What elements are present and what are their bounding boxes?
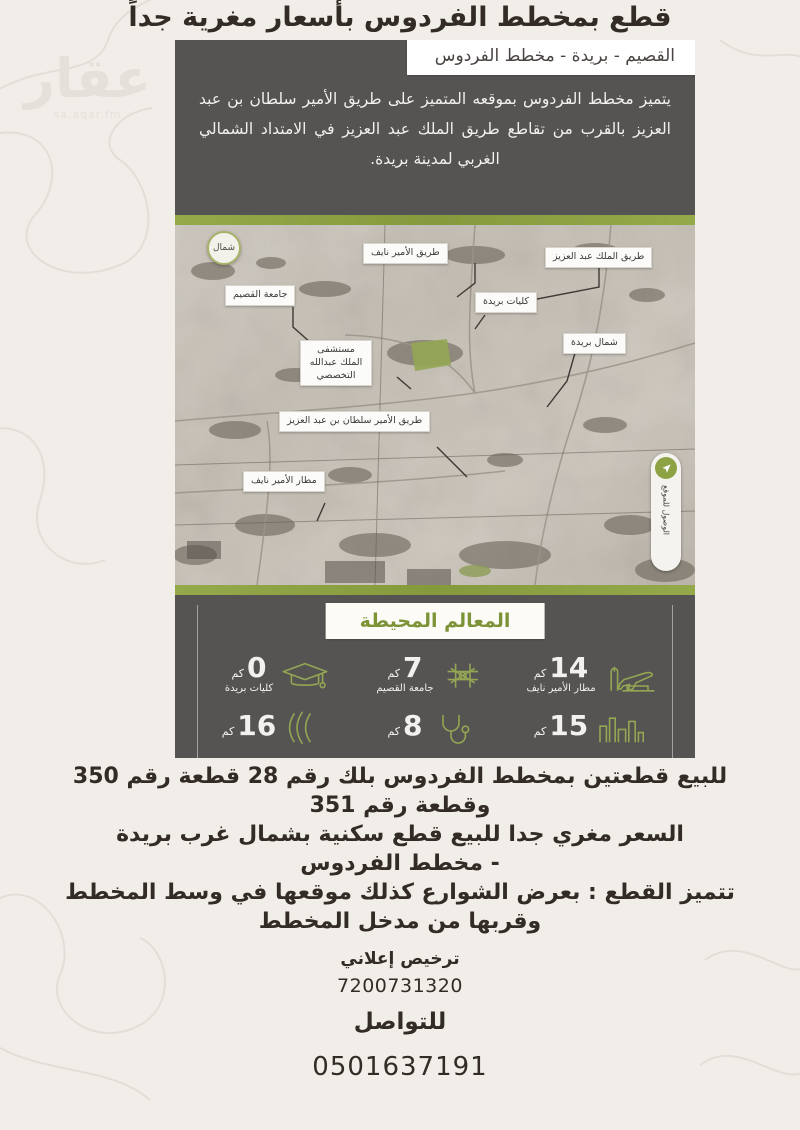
map-label-qassim-university: جامعة القصيم [225,285,295,306]
listing-line-6: وقربها من مدخل المخطط [258,909,542,935]
landmark-name: كليات بريدة [224,683,274,695]
green-divider-top [175,215,695,225]
landmark-text [534,711,589,742]
landmark-item [513,707,669,747]
landmark-text [222,711,277,742]
green-divider-bottom [175,585,695,595]
map-label-buraydah-colleges: كليات بريدة [475,292,537,313]
contact-label: للتواصل [353,1008,447,1035]
landmark-item [201,653,357,695]
map-label-north-buraydah: شمال بريدة [563,333,626,354]
listing-description [0,762,800,1084]
landmark-item [357,653,513,695]
landmark-distance: 8 [403,709,423,743]
stadium-icon [280,707,336,747]
landmark-text [376,653,433,695]
landmarks-rule-left [197,605,198,758]
listing-line-2: وقطعة رقم 351 [309,793,491,819]
landmark-distance: 14 [549,651,589,684]
page-title: قطع بمخطط الفردوس بأسعار مغرية جداً [128,2,672,33]
listing-line-1: للبيع قطعتين بمخطط الفردوس بلك رقم 28 قطعة رقم 350 [72,764,728,789]
landmark-unit: كم [533,667,547,680]
landmark-item [357,707,513,747]
landmark-text [387,711,422,742]
map-label-prince-naif-road: طريق الأمير نايف [363,243,448,264]
landmark-item [201,707,357,747]
landmark-text [526,653,595,695]
landmark-distance: 7 [403,651,423,684]
listing-poster [175,40,695,758]
contact-phone[interactable]: 0501637191 [312,1052,488,1083]
landmark-name: مطار الأمير نايف [526,683,596,695]
landmark-unit: كم [533,725,547,739]
listing-line-5: تتميز القطع : بعرض الشوارع كذلك موقعها في وسط المخطط [65,880,735,906]
landmark-text [225,653,273,695]
landmarks-grid [201,653,669,747]
landmark-unit: كم [221,725,235,739]
landmark-unit: كم [231,667,245,680]
watermark-text: عقار [23,47,152,110]
map-label-king-abdulaziz-road: طريق الملك عبد العزيز [545,247,652,268]
landmarks-rule-right [672,605,673,758]
landmark-name: جامعة القصيم [376,683,434,695]
listing-line-3: السعر مغري جدا للبيع قطع سكنية بشمال غرب بريدة [116,822,684,848]
map-leader-lines [175,225,695,585]
location-chip: القصيم - بريدة - مخطط الفردوس [407,40,695,75]
license-label: ترخيص إعلاني [340,949,460,970]
landmark-distance: 15 [549,709,589,743]
map-label-king-abdullah-hospital: مستشفى الملك عبدالله التخصصي [300,340,372,386]
landmark-distance: 0 [247,651,267,684]
landmarks-section [175,595,695,758]
watermark [0,47,175,121]
city-skyline-icon [592,707,648,747]
watermark-domain: sa.aqar.fm [53,108,122,121]
map-label-prince-naif-airport: مطار الأمير نايف [243,471,325,492]
university-icon [438,654,494,694]
navigation-arrow-icon [655,457,677,479]
landmark-unit: كم [387,725,401,739]
landmark-unit: كم [387,667,401,680]
landmarks-title: المعالم المحيطة [326,603,545,639]
compass-label: شمال [212,243,236,253]
graduation-cap-icon [277,654,333,694]
satellite-map[interactable] [175,225,695,585]
airport-icon [600,654,656,694]
poster-header [175,40,695,215]
poster-description: يتميز مخطط الفردوس بموقعه المتميز على طريق الأمير سلطان بن عبد العزيز بالقرب من تقاطع طريق الملك عبد العزيز في الامتداد الشمالي الغربي لمدينة بريدة. [199,90,671,169]
map-label-prince-sultan-road: طريق الأمير سلطان بن عبد العزيز [279,411,430,432]
navigate-to-location-button[interactable] [651,453,681,571]
compass-north-badge [207,231,241,265]
landmark-distance: 16 [237,709,277,743]
license-number: 7200731320 [337,974,463,997]
landmark-item [513,653,669,695]
stethoscope-icon [427,707,483,747]
listing-line-4: - مخطط الفردوس [300,851,500,877]
navigate-label: الوصول للموقع [661,485,671,535]
